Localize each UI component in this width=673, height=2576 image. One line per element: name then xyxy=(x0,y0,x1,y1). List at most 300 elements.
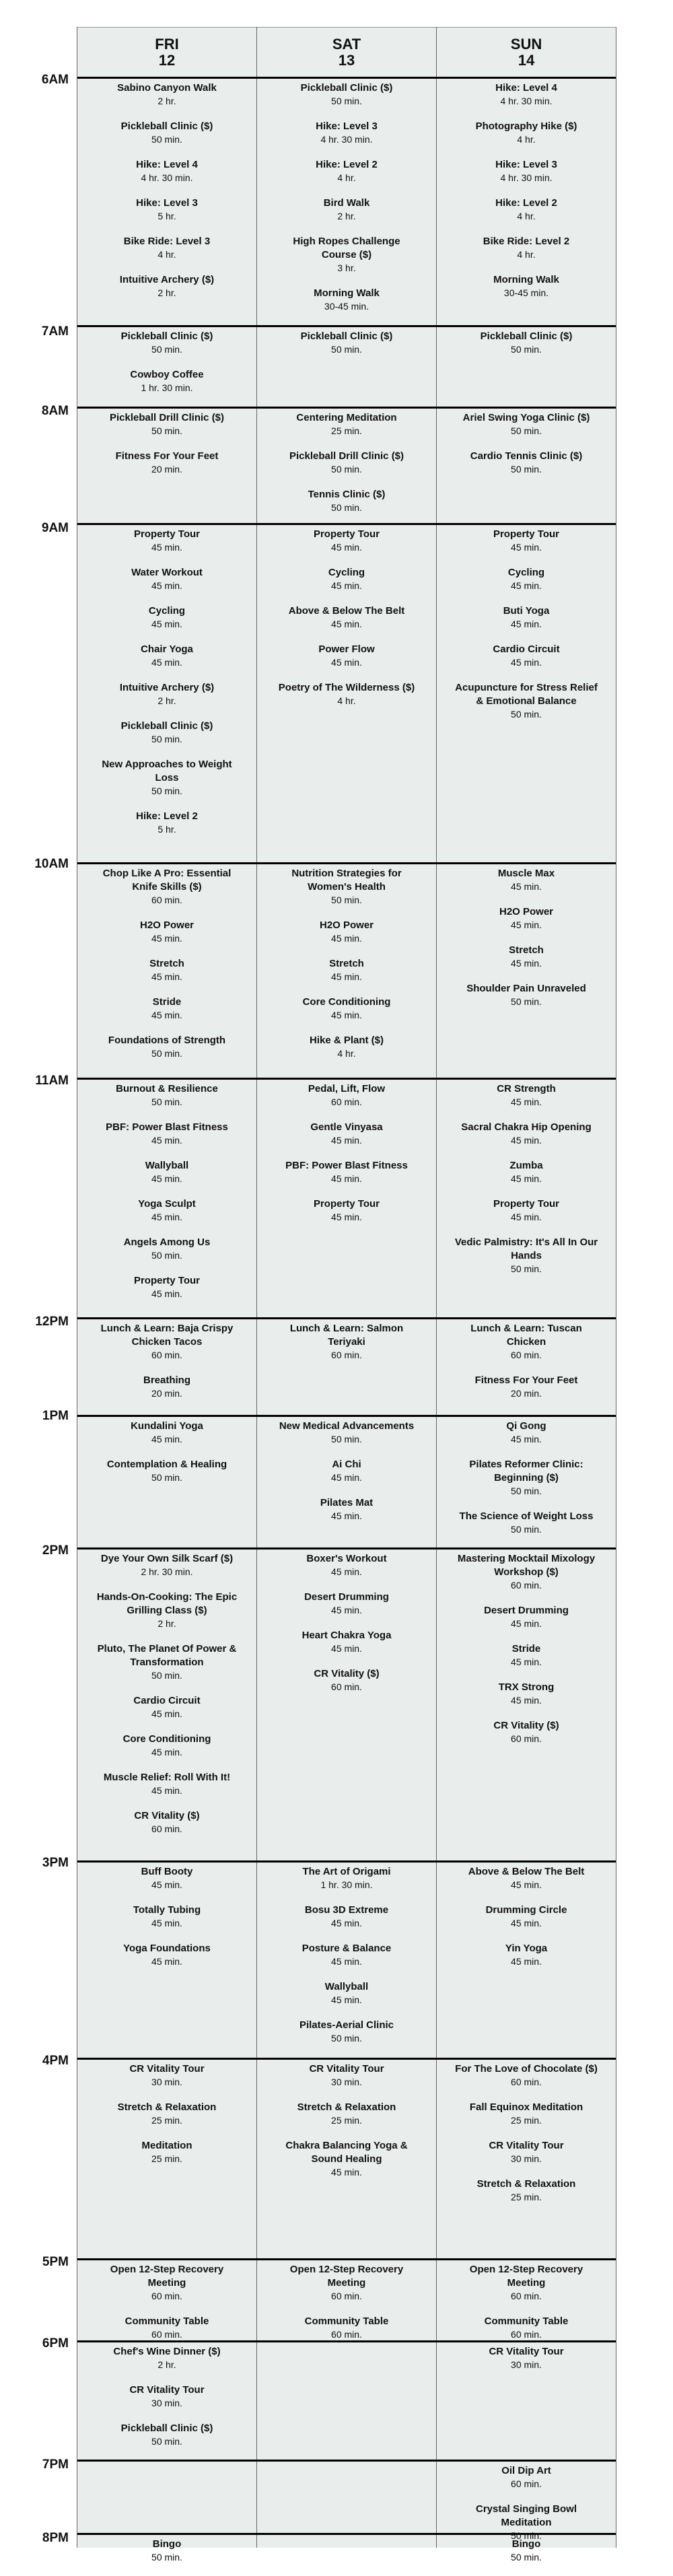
class-title: CR Vitality Tour xyxy=(309,2063,384,2075)
class-title: Stretch & Relaxation xyxy=(117,2101,217,2113)
class-event[interactable] xyxy=(77,566,256,592)
class-event[interactable] xyxy=(257,2315,436,2341)
class-title: Pickleball Drill Clinic ($) xyxy=(109,412,225,423)
class-title: Pickleball Clinic ($) xyxy=(120,120,213,132)
class-event[interactable] xyxy=(77,158,256,184)
class-event[interactable] xyxy=(77,1034,256,1060)
class-title: Property Tour xyxy=(133,528,201,540)
class-title: CR Vitality Tour xyxy=(489,2346,564,2357)
class-event[interactable] xyxy=(77,411,256,438)
class-event[interactable] xyxy=(257,2139,436,2179)
class-event[interactable] xyxy=(257,604,436,631)
class-title: Chef's Wine Dinner ($) xyxy=(113,2346,221,2357)
class-title: H2O Power xyxy=(499,906,554,917)
class-event[interactable] xyxy=(437,1942,616,1968)
class-event[interactable] xyxy=(77,1694,256,1720)
class-event[interactable] xyxy=(257,330,436,356)
class-event[interactable] xyxy=(257,681,436,707)
class-event[interactable] xyxy=(437,944,616,970)
class-event[interactable] xyxy=(77,368,256,394)
class-duration: 50 min. xyxy=(151,1250,182,1261)
class-event[interactable] xyxy=(77,1904,256,1930)
class-event[interactable] xyxy=(437,1458,616,1498)
schedule-cell xyxy=(257,2263,436,2353)
class-title: TRX Strong xyxy=(498,1681,555,1693)
class-duration: 1 hr. 30 min. xyxy=(320,1879,373,1890)
class-title: Wallyball xyxy=(145,1160,189,1171)
schedule-cell xyxy=(77,1865,256,1980)
class-event[interactable] xyxy=(437,643,616,669)
class-event[interactable] xyxy=(437,2263,616,2303)
class-event[interactable] xyxy=(257,1904,436,1930)
class-event[interactable] xyxy=(257,867,436,907)
class-event[interactable] xyxy=(77,2422,256,2448)
class-event[interactable] xyxy=(77,957,256,983)
class-title: Stretch xyxy=(509,944,544,956)
class-title: Open 12-Step Recovery Meeting xyxy=(289,2264,404,2289)
class-event[interactable] xyxy=(77,2315,256,2341)
class-event[interactable] xyxy=(77,1374,256,1400)
class-event[interactable] xyxy=(77,1322,256,1362)
class-event[interactable] xyxy=(437,1374,616,1400)
schedule-cell xyxy=(257,1420,436,1535)
class-event[interactable] xyxy=(77,2345,256,2371)
hour-label-12pm: 12PM xyxy=(35,1315,69,1329)
class-duration: 45 min. xyxy=(511,619,542,629)
class-title: Shoulder Pain Unraveled xyxy=(466,983,586,994)
class-event[interactable] xyxy=(437,1322,616,1362)
class-event[interactable] xyxy=(77,867,256,907)
class-event[interactable] xyxy=(257,2019,436,2045)
class-duration: 45 min. xyxy=(511,1212,542,1222)
hour-label-6pm: 6PM xyxy=(42,2336,69,2351)
class-duration: 30 min. xyxy=(511,2153,542,2164)
class-event[interactable] xyxy=(77,1159,256,1185)
schedule-cell xyxy=(77,2345,256,2460)
class-event[interactable] xyxy=(257,1197,436,1224)
class-event[interactable] xyxy=(437,2101,616,2127)
class-title: Meditation xyxy=(141,2140,192,2151)
class-title: Posture & Balance xyxy=(302,1943,392,1954)
class-duration: 60 min. xyxy=(331,1681,362,1692)
class-event[interactable] xyxy=(77,758,256,798)
class-duration: 45 min. xyxy=(151,1434,182,1444)
class-event[interactable] xyxy=(257,1159,436,1185)
schedule-cell xyxy=(437,1552,616,1757)
class-title: Ai Chi xyxy=(332,1459,361,1470)
class-title: Water Workout xyxy=(131,567,203,578)
class-event[interactable] xyxy=(77,1809,256,1836)
class-event[interactable] xyxy=(77,604,256,631)
class-event[interactable] xyxy=(257,411,436,438)
class-event[interactable] xyxy=(437,2538,616,2564)
class-event[interactable] xyxy=(437,1420,616,1446)
schedule-cell xyxy=(77,1420,256,1496)
class-event[interactable] xyxy=(257,566,436,592)
class-event[interactable] xyxy=(77,1591,256,1630)
class-event[interactable] xyxy=(77,1236,256,1262)
hour-divider xyxy=(77,77,616,79)
class-event[interactable] xyxy=(257,81,436,108)
class-title: Mastering Mocktail Mixology Workshop ($) xyxy=(457,1553,596,1578)
class-duration: 50 min. xyxy=(151,1048,182,1059)
class-duration: 25 min. xyxy=(331,2115,362,2126)
class-event[interactable] xyxy=(257,1591,436,1617)
class-event[interactable] xyxy=(257,1865,436,1891)
class-event[interactable] xyxy=(77,1771,256,1797)
class-title: Morning Walk xyxy=(493,274,559,285)
class-event[interactable] xyxy=(437,1197,616,1224)
class-title: Chair Yoga xyxy=(141,643,193,655)
class-duration: 25 min. xyxy=(511,2115,542,2126)
class-event[interactable] xyxy=(257,450,436,476)
class-duration: 45 min. xyxy=(151,1173,182,1184)
class-event[interactable] xyxy=(77,2263,256,2303)
class-duration: 45 min. xyxy=(151,1747,182,1757)
class-event[interactable] xyxy=(77,1552,256,1578)
class-title: Property Tour xyxy=(313,1198,380,1210)
class-title: Core Conditioning xyxy=(302,996,391,1008)
class-event[interactable] xyxy=(437,1552,616,1592)
class-duration: 50 min. xyxy=(331,895,362,905)
class-event[interactable] xyxy=(257,1667,436,1694)
class-event[interactable] xyxy=(437,2503,616,2542)
class-duration: 45 min. xyxy=(151,1918,182,1928)
class-title: PBF: Power Blast Fitness xyxy=(106,1121,228,1133)
class-title: Power Flow xyxy=(318,643,375,655)
class-event[interactable] xyxy=(77,1865,256,1891)
class-duration: 45 min. xyxy=(331,619,362,629)
class-duration: 50 min. xyxy=(511,464,542,475)
schedule-cell xyxy=(257,1865,436,2057)
day-name: SAT xyxy=(332,36,361,53)
class-title: Pilates Reformer Clinic: Beginning ($) xyxy=(469,1459,583,1484)
class-title: Cycling xyxy=(148,605,186,617)
class-event[interactable] xyxy=(77,81,256,108)
class-event[interactable] xyxy=(437,1082,616,1109)
class-duration: 45 min. xyxy=(151,1212,182,1222)
class-title: Community Table xyxy=(125,2316,209,2327)
class-event[interactable] xyxy=(77,2139,256,2165)
class-event[interactable] xyxy=(437,1719,616,1745)
class-title: Foundations of Strength xyxy=(108,1035,226,1046)
class-event[interactable] xyxy=(77,528,256,554)
class-event[interactable] xyxy=(77,1082,256,1109)
class-duration: 50 min. xyxy=(151,2436,182,2447)
class-title: Open 12-Step Recovery Meeting xyxy=(110,2264,224,2289)
class-title: Stride xyxy=(511,1643,541,1655)
class-event[interactable] xyxy=(77,1274,256,1300)
class-title: CR Vitality ($) xyxy=(493,1720,559,1731)
class-duration: 50 min. xyxy=(151,734,182,744)
schedule-cell xyxy=(257,1322,436,1374)
class-title: Hike: Level 4 xyxy=(495,82,557,94)
class-title: Boxer's Workout xyxy=(306,1553,387,1564)
class-title: Qi Gong xyxy=(506,1420,546,1432)
hour-label-6am: 6AM xyxy=(41,73,69,87)
class-duration: 45 min. xyxy=(151,542,182,553)
class-duration: 50 min. xyxy=(511,2530,542,2541)
class-event[interactable] xyxy=(77,996,256,1022)
class-duration: 4 hr. xyxy=(517,211,536,221)
class-title: Stride xyxy=(152,996,182,1008)
class-event[interactable] xyxy=(257,1034,436,1060)
schedule-cell xyxy=(257,1552,436,1706)
class-event[interactable] xyxy=(77,120,256,146)
class-duration: 50 min. xyxy=(511,344,542,355)
class-duration: 60 min. xyxy=(151,2291,182,2301)
class-event[interactable] xyxy=(437,1510,616,1536)
class-duration: 60 min. xyxy=(151,1823,182,1834)
class-event[interactable] xyxy=(257,1629,436,1655)
class-event[interactable] xyxy=(77,2383,256,2410)
class-title: H2O Power xyxy=(139,919,194,931)
class-event[interactable] xyxy=(437,1159,616,1185)
class-duration: 45 min. xyxy=(511,1135,542,1146)
class-title: Photography Hike ($) xyxy=(475,120,577,132)
class-duration: 45 min. xyxy=(151,933,182,944)
hour-divider xyxy=(77,1317,616,1319)
day-date: 13 xyxy=(338,52,355,69)
class-event[interactable] xyxy=(437,1121,616,1147)
class-title: Sabino Canyon Walk xyxy=(117,82,217,94)
class-event[interactable] xyxy=(437,1681,616,1707)
class-event[interactable] xyxy=(437,2464,616,2491)
class-title: Wallyball xyxy=(324,1981,369,1992)
class-duration: 60 min. xyxy=(511,2291,542,2301)
class-event[interactable] xyxy=(437,566,616,592)
class-event[interactable] xyxy=(77,330,256,356)
class-event[interactable] xyxy=(257,1942,436,1968)
schedule-cell xyxy=(257,2062,436,2191)
class-event[interactable] xyxy=(437,1865,616,1891)
class-event[interactable] xyxy=(257,643,436,669)
class-title: CR Strength xyxy=(497,1083,556,1094)
class-title: CR Vitality Tour xyxy=(129,2384,205,2396)
schedule-cell xyxy=(437,2345,616,2383)
schedule-cell xyxy=(437,1082,616,1288)
class-event[interactable] xyxy=(437,273,616,300)
day-header-sun xyxy=(437,36,616,69)
class-event[interactable] xyxy=(257,1980,436,2007)
class-title: CR Vitality Tour xyxy=(129,2063,205,2075)
class-event[interactable] xyxy=(77,1942,256,1968)
class-duration: 45 min. xyxy=(511,1434,542,1444)
class-event[interactable] xyxy=(77,1121,256,1147)
class-event[interactable] xyxy=(257,1322,436,1362)
schedule-cell xyxy=(437,1420,616,1548)
class-duration: 45 min. xyxy=(511,1879,542,1890)
class-title: Morning Walk xyxy=(314,287,380,299)
class-event[interactable] xyxy=(77,1458,256,1484)
class-event[interactable] xyxy=(77,197,256,223)
class-event[interactable] xyxy=(437,197,616,223)
class-title: Yin Yoga xyxy=(505,1943,548,1954)
class-event[interactable] xyxy=(77,2538,256,2564)
class-duration: 3 hr. xyxy=(337,263,356,273)
class-event[interactable] xyxy=(257,158,436,184)
class-duration: 60 min. xyxy=(511,2478,542,2489)
schedule-cell xyxy=(437,2062,616,2216)
class-duration: 50 min. xyxy=(511,1263,542,1274)
class-duration: 45 min. xyxy=(331,1918,362,1928)
class-event[interactable] xyxy=(77,681,256,707)
schedule-cell xyxy=(77,1082,256,1313)
class-event[interactable] xyxy=(257,996,436,1022)
class-event[interactable] xyxy=(437,905,616,932)
class-event[interactable] xyxy=(437,1236,616,1276)
class-event[interactable] xyxy=(77,810,256,836)
class-event[interactable] xyxy=(257,2062,436,2089)
class-duration: 45 min. xyxy=(331,1510,362,1521)
class-title: Intuitive Archery ($) xyxy=(119,274,215,285)
class-event[interactable] xyxy=(437,2062,616,2089)
class-event[interactable] xyxy=(257,1496,436,1523)
class-title: Burnout & Resilience xyxy=(116,1083,218,1094)
class-duration: 50 min. xyxy=(511,2552,542,2563)
class-event[interactable] xyxy=(257,197,436,223)
class-duration: 60 min. xyxy=(511,2329,542,2340)
class-event[interactable] xyxy=(437,1642,616,1669)
class-duration: 50 min. xyxy=(331,2033,362,2044)
class-title: Oil Dip Art xyxy=(501,2465,551,2476)
class-event[interactable] xyxy=(257,1458,436,1484)
class-event[interactable] xyxy=(257,235,436,275)
class-event[interactable] xyxy=(437,81,616,108)
class-event[interactable] xyxy=(257,287,436,313)
class-duration: 50 min. xyxy=(511,709,542,720)
class-event[interactable] xyxy=(437,681,616,721)
class-event[interactable] xyxy=(437,450,616,476)
schedule-cell xyxy=(77,2062,256,2178)
class-event[interactable] xyxy=(257,120,436,146)
class-event[interactable] xyxy=(437,235,616,261)
class-duration: 45 min. xyxy=(511,1173,542,1184)
class-duration: 20 min. xyxy=(151,464,182,475)
class-duration: 4 hr. 30 min. xyxy=(500,96,553,106)
class-title: Centering Meditation xyxy=(296,412,397,423)
class-duration: 50 min. xyxy=(151,2552,182,2563)
class-title: Hike: Level 3 xyxy=(136,197,198,209)
class-title: Hike: Level 2 xyxy=(495,197,557,209)
class-event[interactable] xyxy=(437,120,616,146)
class-event[interactable] xyxy=(257,957,436,983)
class-event[interactable] xyxy=(437,528,616,554)
schedule-cell xyxy=(257,528,436,720)
class-duration: 50 min. xyxy=(151,1472,182,1483)
class-title: Hands-On-Cooking: The Epic Grilling Class ($) xyxy=(96,1591,238,1616)
class-event[interactable] xyxy=(77,2101,256,2127)
hour-label-4pm: 4PM xyxy=(42,2054,69,2068)
class-title: CR Vitality ($) xyxy=(134,1810,200,1821)
class-event[interactable] xyxy=(437,2178,616,2204)
class-title: Acupuncture for Stress Relief & Emotional Balance xyxy=(455,682,598,707)
class-duration: 50 min. xyxy=(511,996,542,1007)
class-title: Contemplation & Healing xyxy=(106,1459,227,1470)
class-duration: 50 min. xyxy=(151,1096,182,1107)
class-event[interactable] xyxy=(77,1197,256,1224)
class-duration: 45 min. xyxy=(331,1956,362,1967)
hour-divider xyxy=(77,2058,616,2060)
class-title: Muscle Relief: Roll With It! xyxy=(103,1772,231,1783)
class-event[interactable] xyxy=(437,604,616,631)
schedule-cell xyxy=(257,1082,436,1236)
class-event[interactable] xyxy=(437,982,616,1008)
class-event[interactable] xyxy=(257,2263,436,2303)
class-event[interactable] xyxy=(437,867,616,893)
class-event[interactable] xyxy=(437,2345,616,2371)
class-event[interactable] xyxy=(437,411,616,438)
class-event[interactable] xyxy=(257,1420,436,1446)
class-duration: 25 min. xyxy=(511,2192,542,2202)
hour-divider xyxy=(77,1860,616,1863)
class-duration: 50 min. xyxy=(151,1670,182,1681)
class-title: Community Table xyxy=(304,2316,389,2327)
schedule-cell xyxy=(77,867,256,1072)
hour-label-3pm: 3PM xyxy=(42,1856,69,1870)
class-duration: 50 min. xyxy=(511,425,542,436)
class-event[interactable] xyxy=(437,158,616,184)
class-event[interactable] xyxy=(77,720,256,746)
class-duration: 4 hr. 30 min. xyxy=(500,172,553,183)
class-title: Pickleball Clinic ($) xyxy=(120,2423,213,2434)
class-event[interactable] xyxy=(77,273,256,300)
class-duration: 4 hr. xyxy=(337,172,356,183)
schedule-cell xyxy=(437,81,616,312)
class-event[interactable] xyxy=(77,2062,256,2089)
hour-divider xyxy=(77,2258,616,2260)
class-title: Bike Ride: Level 3 xyxy=(123,236,211,247)
schedule-cell xyxy=(257,81,436,325)
class-duration: 60 min. xyxy=(151,1350,182,1360)
class-event[interactable] xyxy=(77,643,256,669)
class-duration: 4 hr. 30 min. xyxy=(320,134,373,145)
class-duration: 50 min. xyxy=(151,786,182,796)
class-event[interactable] xyxy=(257,919,436,945)
class-event[interactable] xyxy=(257,2101,436,2127)
class-title: Heart Chakra Yoga xyxy=(302,1630,392,1641)
class-event[interactable] xyxy=(437,1904,616,1930)
class-event[interactable] xyxy=(257,1082,436,1109)
class-event[interactable] xyxy=(257,1121,436,1147)
class-event[interactable] xyxy=(437,2315,616,2341)
class-duration: 45 min. xyxy=(331,933,362,944)
class-duration: 45 min. xyxy=(331,657,362,668)
class-event[interactable] xyxy=(77,450,256,476)
class-event[interactable] xyxy=(77,1420,256,1446)
class-duration: 50 min. xyxy=(331,502,362,513)
class-title: Cardio Circuit xyxy=(133,1695,201,1706)
class-event[interactable] xyxy=(77,1733,256,1759)
class-duration: 4 hr. xyxy=(337,695,356,706)
class-title: Pickleball Clinic ($) xyxy=(300,330,393,342)
class-event[interactable] xyxy=(257,1552,436,1578)
class-title: Desert Drumming xyxy=(304,1591,389,1603)
class-duration: 45 min. xyxy=(151,1288,182,1299)
class-event[interactable] xyxy=(437,330,616,356)
class-event[interactable] xyxy=(77,1642,256,1682)
class-title: Property Tour xyxy=(133,1275,201,1286)
class-title: Fall Equinox Meditation xyxy=(469,2101,583,2113)
class-event[interactable] xyxy=(257,488,436,514)
class-title: Gentle Vinyasa xyxy=(310,1121,383,1133)
class-event[interactable] xyxy=(437,1604,616,1630)
class-event[interactable] xyxy=(257,528,436,554)
class-event[interactable] xyxy=(77,919,256,945)
class-duration: 2 hr. xyxy=(157,1618,176,1629)
class-event[interactable] xyxy=(437,2139,616,2165)
class-event[interactable] xyxy=(77,235,256,261)
